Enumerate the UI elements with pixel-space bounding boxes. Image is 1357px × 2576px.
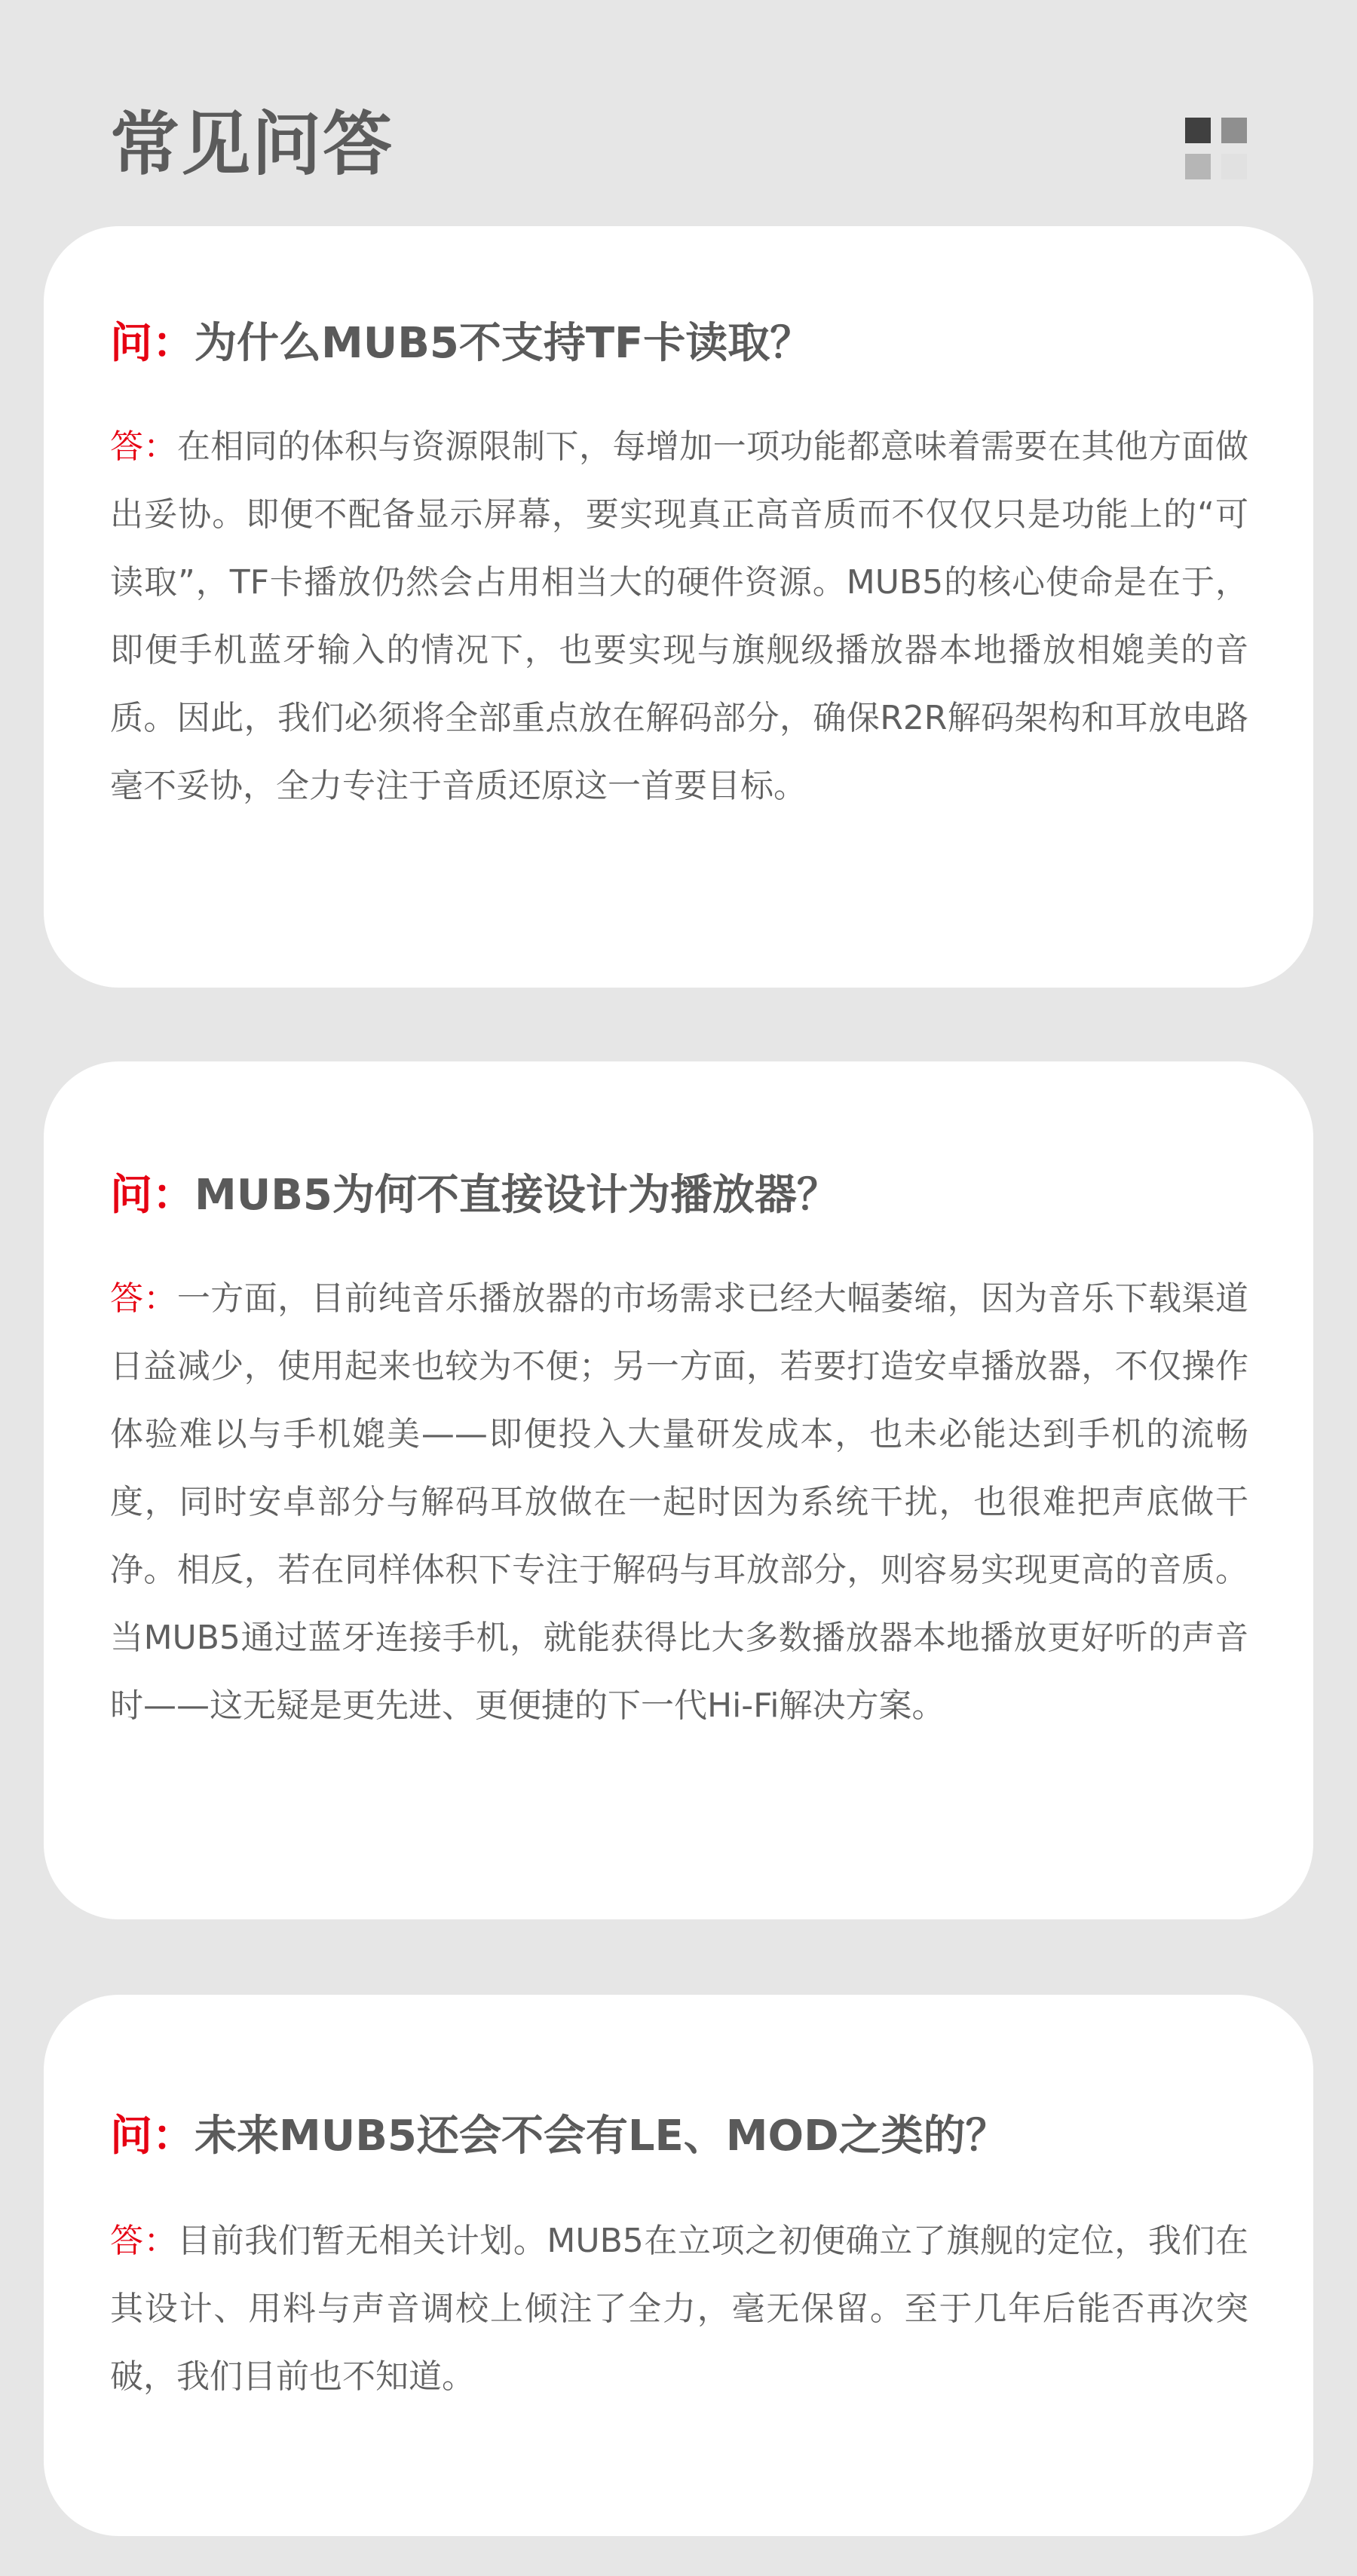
grid-icon-square (1221, 118, 1247, 143)
grid-icon (1185, 118, 1247, 179)
answer-text: 目前我们暂无相关计划。MUB5在立项之初便确立了旗舰的定位，我们在其设计、用料与声音调校上倾注了全力，毫无保留。至于几年后能否再次突破，我们目前也不知道。 (110, 2222, 1248, 2396)
faq-card (44, 226, 1313, 988)
question-text: MUB5为何不直接设计为播放器？ (195, 1171, 839, 1220)
question-prefix: 问： (110, 319, 195, 368)
faq-question (110, 317, 1253, 371)
question-prefix: 问： (110, 2112, 195, 2161)
faq-answer (110, 413, 1248, 820)
page-title: 常见问答 (110, 104, 394, 185)
grid-icon-square (1185, 118, 1211, 143)
page-header (110, 100, 1247, 190)
faq-card (44, 1061, 1313, 1919)
answer-prefix: 答： (110, 2222, 178, 2260)
question-text: 为什么MUB5不支持TF卡读取？ (195, 319, 813, 368)
answer-prefix: 答： (110, 1279, 177, 1318)
answer-prefix: 答： (110, 427, 177, 466)
answer-text: 在相同的体积与资源限制下，每增加一项功能都意味着需要在其他方面做出妥协。即便不配备显示屏幕，要实现真正高音质而不仅仅只是功能上的“可读取”，TF卡播放仍然会占用相当大的硬件资源。MUB5的核心使命是在于，即便手机蓝牙输入的情况下，也要实现与旗舰级播放器本地播放相媲美的音质。因此，我们必须将全部重点放在解码部分，确保R2R解码架构和耳放电路毫不妥协，全力专注于音质还原这一首要目标。 (110, 427, 1249, 805)
faq-answer (110, 2207, 1248, 2411)
question-text: 未来MUB5还会不会有LE、MOD之类的？ (195, 2112, 1008, 2161)
question-prefix: 问： (110, 1171, 195, 1220)
faq-answer (110, 1265, 1248, 1740)
faq-question (110, 1169, 1253, 1223)
grid-icon-square (1185, 154, 1211, 179)
grid-icon-square (1221, 154, 1247, 179)
answer-text: 一方面，目前纯音乐播放器的市场需求已经大幅萎缩，因为音乐下载渠道日益减少，使用起来也较为不便；另一方面，若要打造安卓播放器，不仅操作体验难以与手机媲美——即便投入大量研发成本，也未必能达到手机的流畅度，同时安卓部分与解码耳放做在一起时因为系统干扰，也很难把声底做干净。相反，若在同样体积下专注于解码与耳放部分，则容易实现更高的音质。当MUB5通过蓝牙连接手机，就能获得比大多数播放器本地播放更好听的声音时——这无疑是更先进、更便捷的下一代Hi-Fi解决方案。 (110, 1279, 1249, 1725)
faq-card (44, 1995, 1313, 2536)
faq-question (110, 2109, 1253, 2164)
